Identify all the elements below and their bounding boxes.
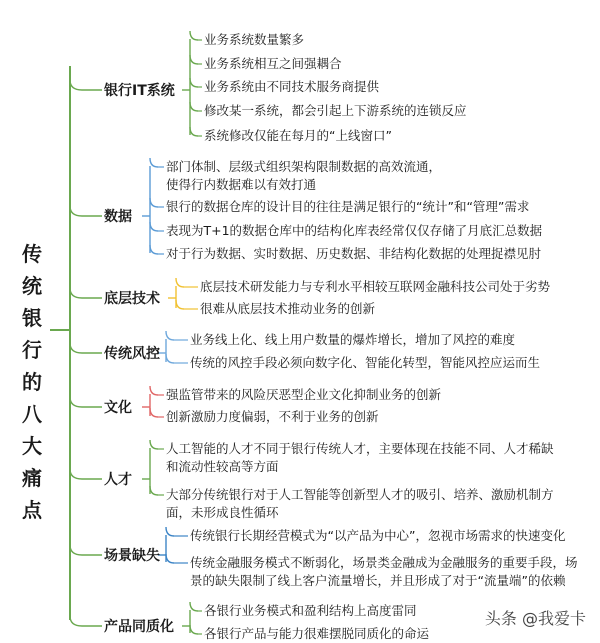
leaf-connector xyxy=(166,554,174,563)
leaf-connector xyxy=(150,222,158,231)
leaf-item xyxy=(166,158,441,194)
leaf-text-line: 系统修改仅能在每月的“上线窗口” xyxy=(204,128,392,143)
leaf-item xyxy=(204,78,379,96)
title-char: 点 xyxy=(22,498,42,522)
branch-connector xyxy=(70,80,82,90)
leaf-item xyxy=(166,222,542,240)
leaf-text-line: 各银行产品与能力很难摆脱同质化的命运 xyxy=(204,626,430,641)
leaf-item xyxy=(204,625,429,643)
leaf-text-line: 底层技术研发能力与专利水平相较互联网金融科技公司处于劣势 xyxy=(200,279,551,294)
leaf-text-line: 表现为T+1的数据仓库中的结构化库表经常仅仅存储了月底汇总数据 xyxy=(166,223,543,238)
leaf-connector xyxy=(150,198,158,207)
branch-label: 产品同质化 xyxy=(104,619,174,635)
branch-connector xyxy=(70,397,82,407)
branch-connector xyxy=(70,545,82,555)
title-char: 痛 xyxy=(22,466,42,490)
leaf-item xyxy=(190,554,578,590)
leaf-text-line: 传统银行长期经营模式为“以产品为中心”，忽视市场需求的快速变化 xyxy=(190,528,566,543)
leaf-text-line: 业务线上化、线上用户数量的爆炸增长，增加了风控的难度 xyxy=(190,332,516,347)
root-title xyxy=(17,238,47,526)
leaf-connector xyxy=(190,102,198,111)
leaf-item xyxy=(200,278,550,296)
leaf-connector xyxy=(150,408,158,417)
leaf-connector xyxy=(176,300,184,309)
leaf-item xyxy=(200,300,375,318)
leaf-text-line: 强监管带来的风险厌恶型企业文化抑制业务的创新 xyxy=(166,387,442,402)
branch-connector xyxy=(70,616,82,626)
branch-connector xyxy=(70,343,82,353)
leaf-connector xyxy=(150,486,158,495)
leaf-text-line: 业务系统由不同技术服务商提供 xyxy=(204,79,380,94)
leaf-connector xyxy=(190,127,198,136)
leaf-text-line: 业务系统相互之间强耦合 xyxy=(204,56,342,71)
title-char: 的 xyxy=(22,370,42,394)
leaf-text-line: 部门体制、层级式组织架构限制数据的高效流通， xyxy=(166,159,442,174)
leaf-connector xyxy=(150,158,158,167)
leaf-text-line: 景的缺失限制了线上客户流量增长，并且形成了对于“流量端”的依赖 xyxy=(190,573,566,588)
leaf-text-line: 各银行业务模式和盈利结构上高度雷同 xyxy=(204,603,417,618)
leaf-connector xyxy=(166,354,174,363)
leaf-connector xyxy=(190,625,198,634)
leaf-connector xyxy=(150,440,158,449)
leaf-text-line: 创新激励力度偏弱，不利于业务的创新 xyxy=(166,409,379,424)
branch-label: 数据 xyxy=(104,209,132,225)
leaf-item xyxy=(166,198,529,216)
title-char: 银 xyxy=(22,306,42,330)
leaf-connector xyxy=(190,602,198,611)
leaf-text-line: 传统的风控手段必须向数字化、智能化转型，智能风控应运而生 xyxy=(190,355,541,370)
leaf-text-line: 传统金融服务模式不断弱化，场景类金融成为金融服务的重要手段，场 xyxy=(190,555,578,570)
leaf-item xyxy=(190,331,515,349)
leaf-connector xyxy=(166,527,174,536)
leaf-connector xyxy=(176,278,184,287)
title-char: 大 xyxy=(22,434,42,458)
leaf-item xyxy=(190,527,565,545)
leaf-connector xyxy=(190,55,198,64)
leaf-connector xyxy=(190,31,198,40)
leaf-text-line: 使得行内数据难以有效打通 xyxy=(166,177,317,192)
leaf-item xyxy=(204,31,304,49)
leaf-text-line: 对于行为数据、实时数据、历史数据、非结构化数据的处理捉襟见肘 xyxy=(166,246,542,261)
branch-label: 人才 xyxy=(104,472,132,488)
branch-label: 银行IT系统 xyxy=(104,83,175,99)
leaf-text-line: 很难从底层技术推动业务的创新 xyxy=(200,301,376,316)
leaf-item xyxy=(204,602,417,620)
leaf-connector xyxy=(150,245,158,254)
leaf-item xyxy=(166,245,541,263)
branch-connector xyxy=(70,288,82,298)
branch-label: 底层技术 xyxy=(104,291,160,307)
leaf-item xyxy=(204,102,467,120)
branch-connector xyxy=(70,469,82,479)
title-char: 行 xyxy=(22,338,42,362)
title-char: 传 xyxy=(22,242,42,266)
leaf-text-line: 业务系统数量繁多 xyxy=(204,32,305,47)
leaf-item xyxy=(204,55,342,73)
leaf-connector xyxy=(166,331,174,340)
leaf-text-line: 大部分传统银行对于人工智能等创新型人才的吸引、培养、激励机制方 xyxy=(166,487,554,502)
leaf-item xyxy=(166,440,554,476)
leaf-text-line: 面，未形成良性循环 xyxy=(166,505,279,520)
leaf-connector xyxy=(150,386,158,395)
leaf-item xyxy=(204,127,392,145)
leaf-item xyxy=(166,486,554,522)
watermark: 头条 @我爱卡 xyxy=(484,609,586,628)
leaf-text-line: 银行的数据仓库的设计目的往往是满足银行的“统计”和“管理”需求 xyxy=(166,199,530,214)
leaf-item xyxy=(190,354,540,372)
title-char: 统 xyxy=(22,274,42,298)
leaf-item xyxy=(166,408,379,426)
leaf-text-line: 人工智能的人才不同于银行传统人才，主要体现在技能不同、人才稀缺 xyxy=(166,441,554,456)
leaf-text-line: 修改某一系统，都会引起上下游系统的连锁反应 xyxy=(204,103,467,118)
leaf-item xyxy=(166,386,441,404)
branch-label: 文化 xyxy=(104,400,132,416)
leaf-connector xyxy=(190,78,198,87)
branch-connector xyxy=(70,206,82,216)
branch-label: 场景缺失 xyxy=(104,548,160,564)
title-char: 八 xyxy=(22,402,42,426)
branch-label: 传统风控 xyxy=(104,346,160,362)
leaf-text-line: 和流动性较高等方面 xyxy=(166,459,279,474)
